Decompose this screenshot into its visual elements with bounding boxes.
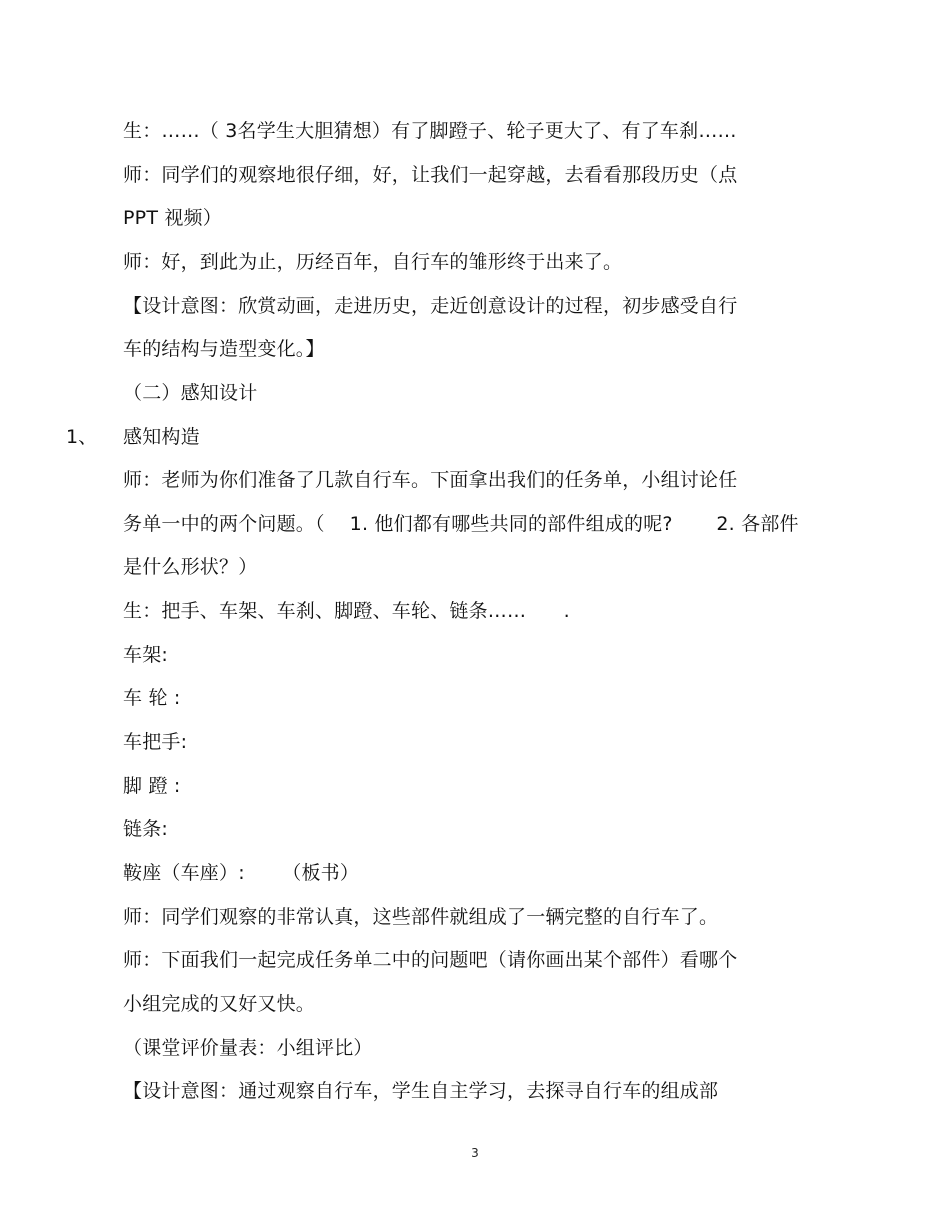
teacher-line-4: 师：同学们观察的非常认真，这些部件就组成了一辆完整的自行车了。 [123, 906, 719, 928]
teacher-line-1: 师：同学们的观察地很仔细，好，让我们一起穿越，去看看那段历史（点 [123, 164, 738, 186]
list-number: 1、 [66, 426, 98, 448]
teacher-line-3-cont: 务单一中的两个问题。（ 1. 他们都有哪些共同的部件组成的呢? 2. 各部件 [123, 513, 799, 535]
section-heading: （二）感知设计 [123, 382, 258, 404]
student-guess-line: 生：……（ 3名学生大胆猜想）有了脚蹬子、轮子更大了、有了车刹…… [123, 120, 737, 142]
teacher-line-1-cont: PPT 视频） [123, 207, 222, 229]
part-frame: 车架: [123, 644, 169, 666]
subsection-heading: 感知构造 [123, 426, 200, 448]
teacher-line-2: 师：好，到此为止，历经百年，自行车的雏形终于出来了。 [123, 251, 623, 273]
design-intent-2: 【设计意图：通过观察自行车，学生自主学习，去探寻自行车的组成部 [123, 1080, 719, 1102]
part-pedal: 脚 蹬 : [123, 775, 181, 797]
teacher-line-3: 师：老师为你们准备了几款自行车。下面拿出我们的任务单，小组讨论任 [123, 469, 738, 491]
part-chain: 链条: [123, 818, 169, 840]
part-handlebar: 车把手: [123, 731, 188, 753]
page-number: 3 [471, 1146, 479, 1160]
teacher-line-3-end: 是什么形状？） [123, 556, 258, 578]
evaluation-note: （课堂评价量表：小组评比） [123, 1037, 373, 1059]
teacher-line-5: 师：下面我们一起完成任务单二中的问题吧（请你画出某个部件）看哪个 [123, 949, 738, 971]
teacher-line-5-cont: 小组完成的又好又快。 [123, 993, 316, 1015]
design-intent-1-cont: 车的结构与造型变化。】 [123, 338, 325, 360]
design-intent-1: 【设计意图：欣赏动画，走进历史，走近创意设计的过程，初步感受自行 [123, 295, 738, 317]
part-wheel: 车 轮 : [123, 687, 181, 709]
student-answer: 生：把手、车架、车刹、脚蹬、车轮、链条…… . [123, 600, 570, 622]
part-saddle: 鞍座（车座）: （板书） [123, 862, 360, 884]
